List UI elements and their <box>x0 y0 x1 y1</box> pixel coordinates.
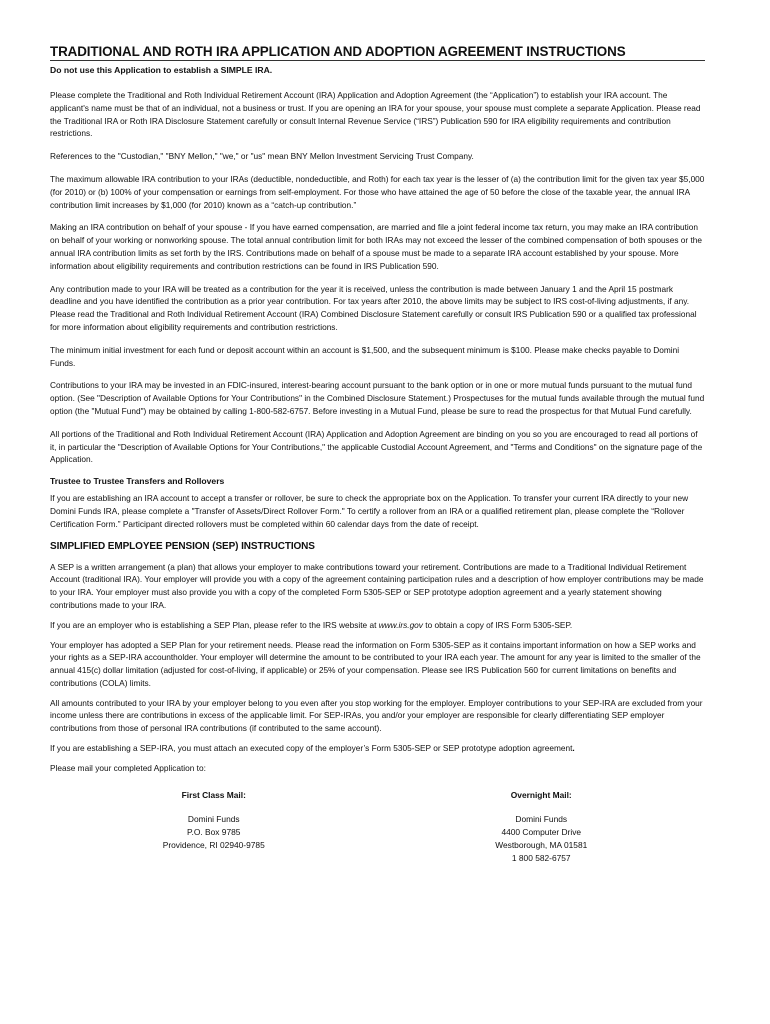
contribution-timing-paragraph: Any contribution made to your IRA will be treated as a contribution for the year it is received, unless the contribution is made between January 1 and the April 15 postmark deadline and you have identified the contribution as a prior year contribution. For tax years after 2010, the above limits may be subject to IRS cost-of-living adjustments, if any. Please read the Traditional and Roth Individual Retirement Account (IRA) Combined Disclosure Statement carefully or consult IRS Publication 590 or a qualified tax professional for more information about eligibility requirements and contribution restrictions. <box>50 283 697 332</box>
overnight-mail-address <box>378 789 706 865</box>
minimum-investment-paragraph: The minimum initial investment for each fund or deposit account within an account is $1,500, and the subsequent minimum is $100. Please make checks payable to Domini Funds. <box>50 344 680 368</box>
sep-attach-text: If you are establishing a SEP-IRA, you must attach an executed copy of the employer’s Form 5305-SEP or SEP prototype adoption agreement <box>50 743 573 754</box>
contribution-limit-paragraph: The maximum allowable IRA contribution to your IRAs (deductible, nondeductible, and Roth) for each tax year is the lesser of (a) the contribution limit for the given tax year $5,000 (for 2010) or (b) 100% of your compensation or earnings from self-employment. For those who have attained the age of 50 before the close of the taxable year, the annual IRA contribution limit increases by $1,000 (for 2010) known as a “catch-up contribution.” <box>50 173 705 210</box>
overnight-mail-label: Overnight Mail: <box>510 789 572 800</box>
mail-instruction: Please mail your completed Application to: <box>50 762 206 773</box>
custodian-definition-paragraph: References to the "Custodian," "BNY Mellon," "we," or "us" mean BNY Mellon Investment Servicing Trust Company. <box>50 151 474 162</box>
mailing-addresses <box>50 789 705 865</box>
investment-options-paragraph: Contributions to your IRA may be invested in an FDIC-insured, interest-bearing account pursuant to the bank option or in one or more mutual funds pursuant to the mutual fund option. (See "Description of Available Options for Your Contributions" in the Combined Disclosure Statement.) Prospectuses for the mutual funds available through the mutual fund option (the "Mutual Fund") may be obtained by calling 1-800-582-6757. Before investing in a Mutual Fund, please be sure to read the prospectus for that Mutual Fund carefully. <box>50 380 705 416</box>
sep-employer-paragraph <box>50 619 705 632</box>
document-title: TRADITIONAL AND ROTH IRA APPLICATION AND ADOPTION AGREEMENT INSTRUCTIONS <box>50 44 705 61</box>
first-class-mail-address <box>50 789 378 865</box>
first-class-line-1: Domini Funds <box>187 814 240 825</box>
transfers-paragraph: If you are establishing an IRA account to accept a transfer or rollover, be sure to check the appropriate box on the Application. To transfer your current IRA directly to your new Domini Funds IRA, please complete a "Transfer of Assets/Direct Rollover Form." To certify a rollover from an IRA or a qualified retirement plan, please complete the “Rollover Certification Form.” Participant directed rollovers must be completed within 60 calendar days from the date of receipt. <box>50 493 689 529</box>
first-class-mail-label: First Class Mail: <box>181 789 246 800</box>
sep-employer-text-end: to obtain a copy of IRS Form 5305-SEP. <box>422 619 573 630</box>
overnight-phone: 1 800 582-6757 <box>511 852 571 863</box>
overnight-line-3: Westborough, MA 01581 <box>495 840 588 851</box>
overnight-line-1: Domini Funds <box>515 814 568 825</box>
sep-ownership-paragraph: All amounts contributed to your IRA by your employer belong to you even after you stop working for the employer. Employer contributions to your SEP-IRA are excluded from your income unless there are contributions in excess of the applicable limit. For SEP-IRAs, you and/or your employer are responsible for clearly differentiating SEP employer contributions from those of personal IRA contributions (if contributed to the same account). <box>50 697 703 734</box>
sep-employer-text-start: If you are an employer who is establishing a SEP Plan, please refer to the IRS website at <box>50 619 379 630</box>
spousal-contribution-paragraph: Making an IRA contribution on behalf of your spouse - If you have earned compensation, are married and file a joint federal income tax return, you may make an IRA contribution on behalf of your working or nonworking spouse. The total annual contribution limit for both IRAs may not exceed the lesser of the combined compensation of both spouses or the annual IRA contribution limits as set forth by the IRS. Contributions made on behalf of a spouse must be made to a separate IRA account established by your spouse. More information about eligibility requirements and contribution restrictions can be found in IRS Publication 590. <box>50 222 702 271</box>
application-intro-paragraph: Please complete the Traditional and Roth Individual Retirement Account (IRA) Application and Adoption Agreement (the “Application”) to establish your IRA account. The applicant's name must be that of an individual, not a business or trust. If you are opening an IRA for your spouse, your spouse must complete a separate Application. Please read the Traditional IRA or Roth IRA Disclosure Statement carefully or consult Internal Revenue Service (“IRS”) Publication 590 for IRA eligibility requirements and contribution restrictions. <box>50 90 701 139</box>
transfers-heading: Trustee to Trustee Transfers and Rollovers <box>50 476 225 487</box>
sep-definition-paragraph: A SEP is a written arrangement (a plan) that allows your employer to make contributions toward your retirement. Contributions are made to a Traditional Individual Retirement Account (traditional IRA). Your employer will provide you with a copy of the agreement containing participation rules and a description of how employer contributions may be made to your IRA. Your employer must also provide you with a copy of the completed Form 5305-SEP or SEP prototype adoption agreement and a yearly statement showing contributions made to your IRA. <box>50 561 704 610</box>
binding-agreement-paragraph: All portions of the Traditional and Roth Individual Retirement Account (IRA) Application and Adoption Agreement are binding on you so you are encouraged to read all portions of it, in particular the "Description of Available Options for Your Contributions," the applicable Custodial Account Agreement, and "Terms and Conditions" on the signature page of the Application. <box>50 428 703 465</box>
sep-instructions-heading: SIMPLIFIED EMPLOYEE PENSION (SEP) INSTRUCTIONS <box>50 540 315 552</box>
document-page <box>50 44 705 865</box>
sep-attach-paragraph <box>50 742 705 755</box>
sep-plan-paragraph: Your employer has adopted a SEP Plan for your retirement needs. Please read the information on Form 5305-SEP as it contains important information on how a SEP works and your rights as a SEP-IRA accountholder. Your employer will determine the amount to be contributed to your IRA each year. The amount for any year is limited to the smaller of the annual 415(c) dollar limitation (adjusted for cost-of-living, if applicable) or 25% of your compensation. Please see IRS Publication 560 for current limitations on benefits and contributions (COLA) limits. <box>50 639 701 688</box>
first-class-line-2: P.O. Box 9785 <box>187 827 241 838</box>
first-class-line-3: Providence, RI 02940-9785 <box>162 840 265 851</box>
irs-website-link[interactable]: www.irs.gov <box>378 619 423 630</box>
simple-ira-warning: Do not use this Application to establish a SIMPLE IRA. <box>50 65 273 75</box>
overnight-line-2: 4400 Computer Drive <box>501 827 582 838</box>
sep-attach-period: . <box>572 743 575 754</box>
